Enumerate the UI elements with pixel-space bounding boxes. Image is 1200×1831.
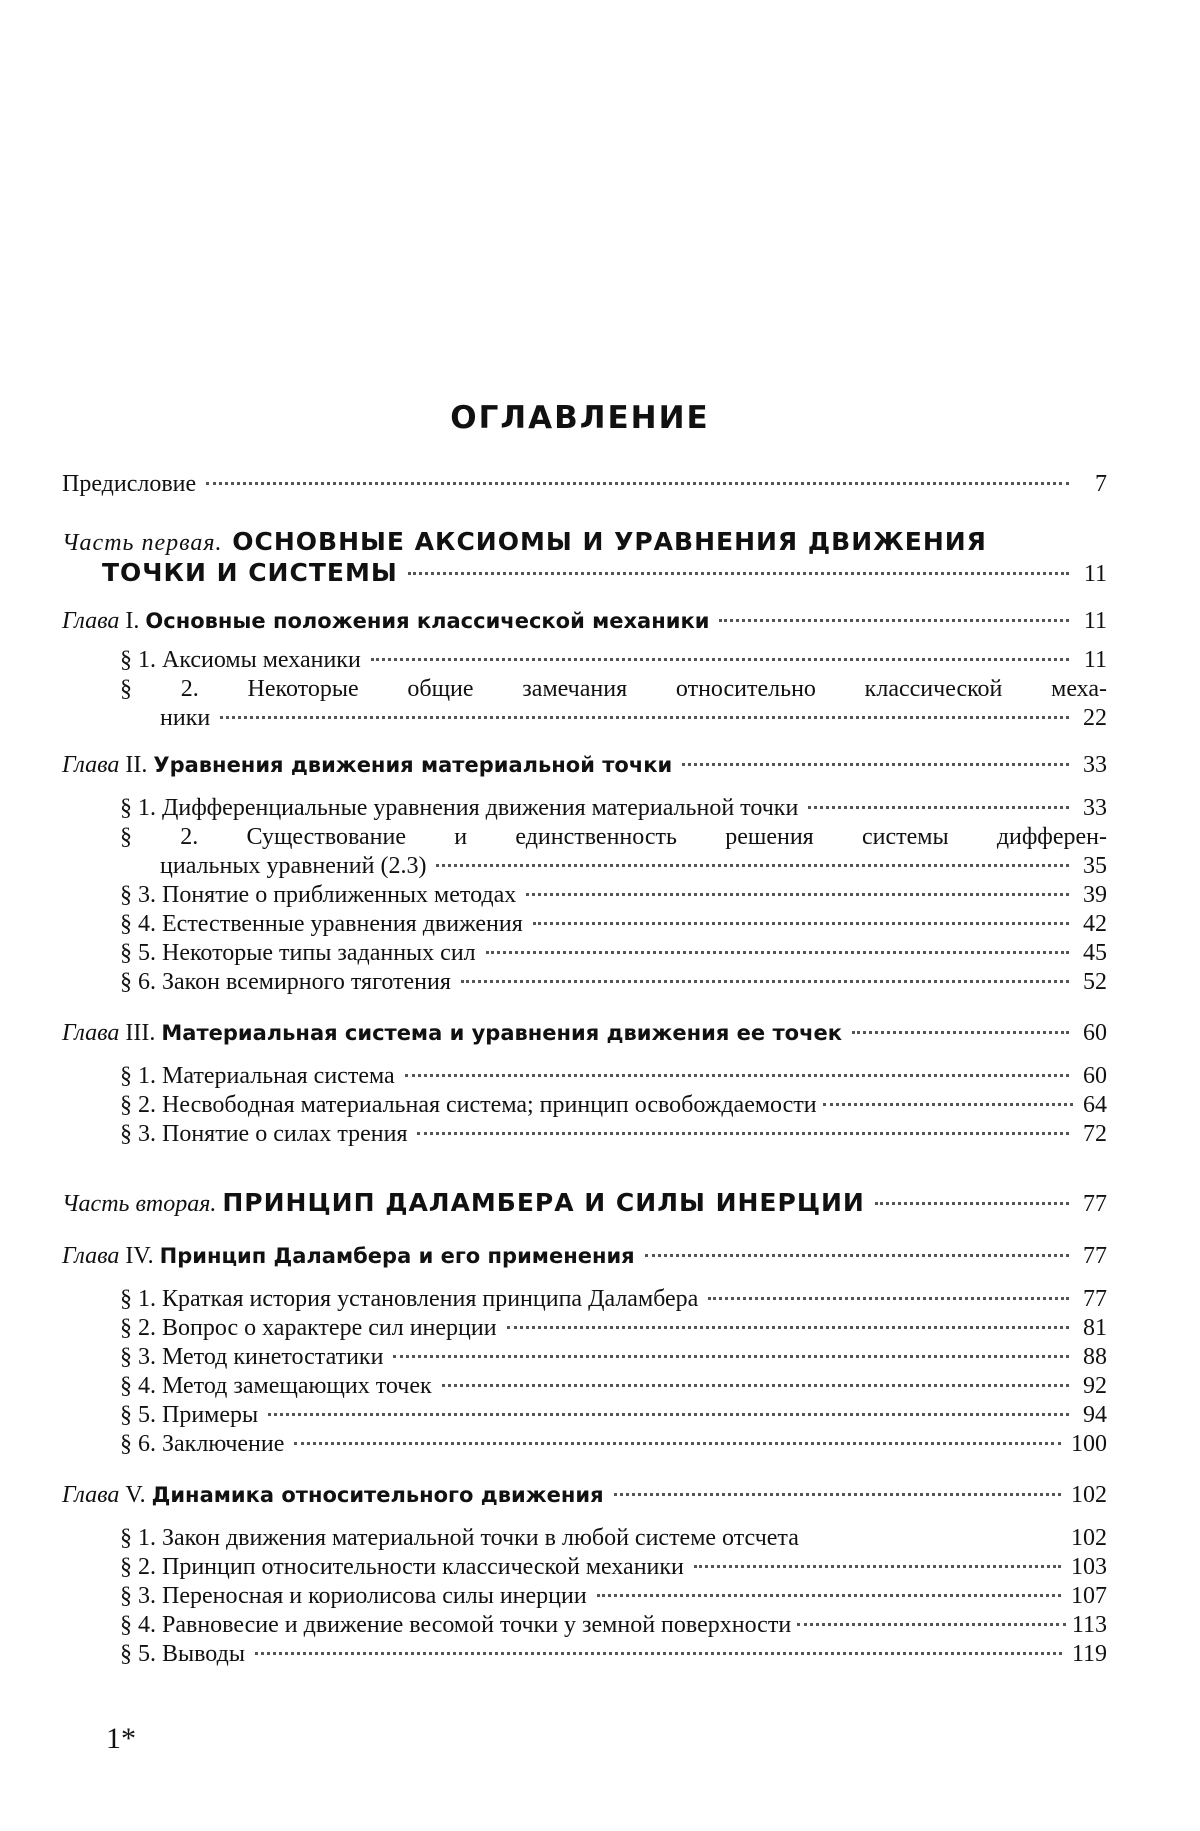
section-number: § 6.: [120, 969, 156, 995]
section-title: Аксиомы механики: [162, 647, 361, 673]
dot-leader: [797, 1623, 1066, 1626]
dot-leader: [371, 658, 1069, 661]
dot-leader: [405, 1074, 1069, 1077]
page-number: 119: [1071, 1641, 1107, 1667]
toc-entry-section: [62, 1430, 1107, 1459]
page-number: 11: [1083, 647, 1107, 673]
section-title: Переносная и кориолисова силы инерции: [162, 1583, 587, 1609]
toc-entry-section: [62, 1582, 1107, 1611]
section-number: § 5.: [120, 940, 156, 966]
toc-entry-section: [62, 675, 1107, 733]
toc-entry-section: [62, 910, 1107, 939]
dot-leader: [682, 763, 1069, 766]
section-number: § 2.: [120, 1092, 156, 1118]
section-title: Вопрос о характере сил инерции: [162, 1315, 497, 1341]
dot-leader: [694, 1565, 1061, 1568]
page-number: 113: [1071, 1612, 1107, 1638]
dot-leader: [614, 1493, 1061, 1496]
toc-entry-section: [62, 1091, 1107, 1120]
section-number: § 3.: [120, 1583, 156, 1609]
section-number: § 4.: [120, 1373, 156, 1399]
toc-entry-chapter-4: [62, 1242, 1107, 1271]
part-heading-line2: ТОЧКИ И СИСТЕМЫ: [102, 558, 398, 587]
page-number: 88: [1083, 1344, 1107, 1370]
page-number: 52: [1083, 969, 1107, 995]
part-heading-line1: ОСНОВНЫЕ АКСИОМЫ И УРАВНЕНИЯ ДВИЖЕНИЯ: [232, 527, 987, 556]
toc-entry-section: [62, 1062, 1107, 1091]
dot-leader: [486, 951, 1069, 954]
section-title: Закон движения материальной точки в любой системе отсчета: [162, 1525, 799, 1551]
section-title: Некоторые типы заданных сил: [162, 940, 476, 966]
dot-leader: [255, 1652, 1062, 1655]
toc-entry-section: [62, 1640, 1107, 1669]
dot-leader: [526, 893, 1069, 896]
section-number: § 2.: [120, 676, 199, 702]
section-number: § 3.: [120, 1344, 156, 1370]
page-number: 22: [1083, 705, 1107, 731]
page-number: 102: [1071, 1525, 1107, 1551]
dot-leader: [408, 572, 1069, 575]
toc-entry-chapter-5: [62, 1481, 1107, 1510]
section-title-line2: циальных уравнений (2.3): [160, 853, 427, 879]
toc-entry-section: [62, 1343, 1107, 1372]
section-number: § 1.: [120, 1525, 156, 1551]
toc-entry-part-1: [62, 527, 1107, 589]
section-title-line1: Существование и единственность решения системы дифферен-: [246, 824, 1107, 850]
toc-entry-section: [62, 823, 1107, 881]
entry-text: Предисловие: [62, 471, 197, 497]
toc-entry-section: [62, 968, 1107, 997]
dot-leader: [393, 1355, 1069, 1358]
page-number: 60: [1083, 1020, 1107, 1046]
chapter-label: Глава: [62, 1482, 120, 1508]
part-heading: ПРИНЦИП ДАЛАМБЕРА И СИЛЫ ИНЕРЦИИ: [222, 1188, 865, 1217]
part-label: Часть первая.: [62, 530, 223, 556]
dot-leader: [645, 1254, 1069, 1257]
section-number: § 1.: [120, 1063, 156, 1089]
section-number: § 2.: [120, 1315, 156, 1341]
toc-entry-section: [62, 939, 1107, 968]
chapter-title: Основные положения классической механики: [145, 609, 710, 633]
section-number: § 6.: [120, 1431, 156, 1457]
dot-leader: [708, 1297, 1069, 1300]
page-number: 100: [1071, 1431, 1107, 1457]
section-title: Понятие о приближенных методах: [162, 882, 517, 908]
toc-entry-chapter-2: [62, 751, 1107, 780]
page-number: 45: [1083, 940, 1107, 966]
toc-entry-section: [62, 1372, 1107, 1401]
page-number: 64: [1083, 1092, 1107, 1118]
dot-leader: [220, 716, 1069, 719]
section-title: Краткая история установления принципа Даламбера: [162, 1286, 699, 1312]
section-title: Понятие о силах трения: [162, 1121, 408, 1147]
dot-leader: [823, 1103, 1073, 1106]
chapter-number: V.: [125, 1482, 146, 1508]
toc-entry-chapter-3: [62, 1019, 1107, 1048]
page-title: ОГЛАВЛЕНИЕ: [450, 400, 710, 436]
chapter-number: III.: [125, 1020, 156, 1046]
dot-leader: [597, 1594, 1061, 1597]
toc-entry-section: [62, 881, 1107, 910]
page-number: 77: [1083, 1191, 1107, 1217]
page-number: 77: [1083, 1286, 1107, 1312]
toc-entry-section: [62, 646, 1107, 675]
dot-leader: [803, 1536, 1067, 1539]
section-number: § 2.: [120, 824, 199, 850]
chapter-title: Материальная система и уравнения движения ее точек: [161, 1021, 842, 1045]
section-title: Примеры: [162, 1402, 259, 1428]
toc-entry-section: [62, 1285, 1107, 1314]
dot-leader: [875, 1202, 1069, 1205]
toc-entry-section: [62, 1524, 1107, 1553]
page-number: 94: [1083, 1402, 1107, 1428]
dot-leader: [719, 619, 1069, 622]
dot-leader: [533, 922, 1069, 925]
chapter-title: Динамика относительного движения: [151, 1483, 604, 1507]
page-number: 103: [1071, 1554, 1107, 1580]
section-number: § 4.: [120, 1612, 156, 1638]
chapter-number: II.: [125, 752, 148, 778]
section-number: § 4.: [120, 911, 156, 937]
dot-leader: [852, 1031, 1069, 1034]
section-title: Естественные уравнения движения: [162, 911, 523, 937]
page-number: 42: [1083, 911, 1107, 937]
chapter-title: Принцип Даламбера и его применения: [159, 1244, 635, 1268]
section-title: Выводы: [162, 1641, 245, 1667]
section-title: Метод кинетостатики: [162, 1344, 384, 1370]
dot-leader: [206, 482, 1069, 485]
chapter-number: IV.: [125, 1243, 154, 1269]
section-title: Принцип относительности классической механики: [162, 1554, 684, 1580]
toc-entry-section: [62, 1611, 1107, 1640]
page-number: 7: [1095, 471, 1107, 497]
chapter-label: Глава: [62, 1020, 120, 1046]
toc-entry-chapter-1: [62, 607, 1107, 636]
dot-leader: [268, 1413, 1069, 1416]
dot-leader: [507, 1326, 1069, 1329]
section-number: § 3.: [120, 1121, 156, 1147]
dot-leader: [294, 1442, 1061, 1445]
section-number: § 2.: [120, 1554, 156, 1580]
chapter-title: Уравнения движения материальной точки: [153, 753, 673, 777]
toc-entry-section: [62, 794, 1107, 823]
section-title: Закон всемирного тяготения: [162, 969, 451, 995]
section-title: Равновесие и движение весомой точки у земной поверхности: [162, 1612, 792, 1638]
section-number: § 1.: [120, 1286, 156, 1312]
toc-entry-section: [62, 1314, 1107, 1343]
section-title: Несвободная материальная система; принцип освобождаемости: [162, 1092, 817, 1118]
section-number: § 1.: [120, 795, 156, 821]
dot-leader: [808, 806, 1069, 809]
section-title: Метод замещающих точек: [162, 1373, 432, 1399]
chapter-label: Глава: [62, 608, 120, 634]
section-number: § 1.: [120, 647, 156, 673]
chapter-label: Глава: [62, 1243, 120, 1269]
page-number: 107: [1071, 1583, 1107, 1609]
page-number: 11: [1083, 561, 1107, 587]
section-title-line2: ники: [160, 705, 211, 731]
dot-leader: [436, 864, 1069, 867]
section-title-line1: Некоторые общие замечания относительно классической меха-: [247, 676, 1107, 702]
part-label: Часть вторая.: [62, 1191, 217, 1217]
section-title: Дифференциальные уравнения движения материальной точки: [162, 795, 799, 821]
signature-mark: 1*: [106, 1722, 136, 1755]
table-of-contents: [62, 470, 1107, 1669]
dot-leader: [417, 1132, 1069, 1135]
toc-entry-preface: [62, 470, 1107, 499]
toc-entry-part-2: [62, 1187, 1107, 1220]
chapter-number: I.: [125, 608, 140, 634]
section-number: § 5.: [120, 1402, 156, 1428]
page-number: 11: [1083, 608, 1107, 634]
page-number: 60: [1083, 1063, 1107, 1089]
page-number: 92: [1083, 1373, 1107, 1399]
section-number: § 5.: [120, 1641, 156, 1667]
page-number: 102: [1071, 1482, 1107, 1508]
toc-entry-section: [62, 1120, 1107, 1149]
section-title: Заключение: [162, 1431, 285, 1457]
chapter-label: Глава: [62, 752, 120, 778]
page-number: 81: [1083, 1315, 1107, 1341]
section-number: § 3.: [120, 882, 156, 908]
toc-entry-section: [62, 1553, 1107, 1582]
page-number: 72: [1083, 1121, 1107, 1147]
page-number: 33: [1083, 795, 1107, 821]
page-number: 77: [1083, 1243, 1107, 1269]
toc-entry-section: [62, 1401, 1107, 1430]
page-number: 33: [1083, 752, 1107, 778]
section-title: Материальная система: [162, 1063, 395, 1089]
page-number: 39: [1083, 882, 1107, 908]
page-number: 35: [1083, 853, 1107, 879]
dot-leader: [442, 1384, 1069, 1387]
dot-leader: [461, 980, 1069, 983]
